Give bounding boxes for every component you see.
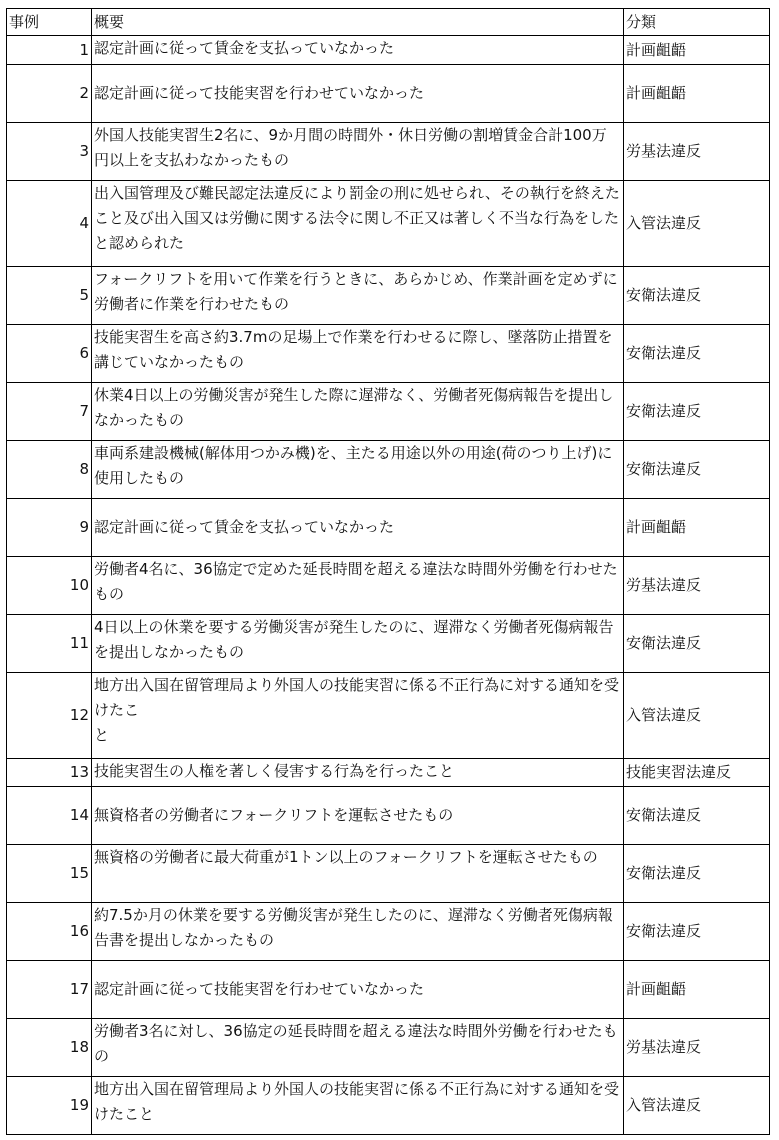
case-number: 6: [7, 325, 92, 383]
header-case: 事例: [7, 9, 92, 36]
case-summary: 認定計画に従って技能実習を行わせていなかった: [92, 65, 624, 123]
case-category: 入管法違反: [624, 673, 770, 759]
table-row: [7, 325, 770, 383]
header-category: 分類: [624, 9, 770, 36]
case-number: 14: [7, 787, 92, 845]
case-summary: 4日以上の休業を要する労働災害が発生したのに、遅滞なく労働者死傷病報告を提出しなかったもの: [92, 615, 624, 673]
case-summary: 労働者3名に対し、36協定の延長時間を超える違法な時間外労働を行わせたもの: [92, 1019, 624, 1077]
case-number: 11: [7, 615, 92, 673]
table-row: [7, 903, 770, 961]
case-summary: 労働者4名に、36協定で定めた延長時間を超える違法な時間外労働を行わせたもの: [92, 557, 624, 615]
table-row: [7, 36, 770, 65]
case-number: 3: [7, 123, 92, 181]
table-row: [7, 65, 770, 123]
case-category: 労基法違反: [624, 123, 770, 181]
case-summary: 休業4日以上の労働災害が発生した際に遅滞なく、労働者死傷病報告を提出しなかったもの: [92, 383, 624, 441]
table-row: [7, 961, 770, 1019]
case-summary: 認定計画に従って賃金を支払っていなかった: [92, 499, 624, 557]
case-summary: 車両系建設機械(解体用つかみ機)を、主たる用途以外の用途(荷のつり上げ)に使用したもの: [92, 441, 624, 499]
table-row: [7, 441, 770, 499]
cases-table: [6, 8, 770, 1135]
case-summary: 技能実習生の人権を著しく侵害する行為を行ったこと: [92, 759, 624, 787]
table-row: [7, 557, 770, 615]
case-category: 安衛法違反: [624, 441, 770, 499]
case-number: 18: [7, 1019, 92, 1077]
table-row: [7, 267, 770, 325]
case-number: 10: [7, 557, 92, 615]
case-category: 労基法違反: [624, 1019, 770, 1077]
case-number: 9: [7, 499, 92, 557]
table-row: [7, 123, 770, 181]
case-category: 安衛法違反: [624, 325, 770, 383]
case-category: 安衛法違反: [624, 845, 770, 903]
table-row: [7, 759, 770, 787]
case-category: 安衛法違反: [624, 787, 770, 845]
case-number: 8: [7, 441, 92, 499]
case-number: 2: [7, 65, 92, 123]
case-number: 12: [7, 673, 92, 759]
case-summary: 地方出入国在留管理局より外国人の技能実習に係る不正行為に対する通知を受けたこ と: [92, 673, 624, 759]
case-number: 17: [7, 961, 92, 1019]
case-category: 技能実習法違反: [624, 759, 770, 787]
case-summary: 外国人技能実習生2名に、9か月間の時間外・休日労働の割増賃金合計100万円以上を支払わなかったもの: [92, 123, 624, 181]
case-summary: 約7.5か月の休業を要する労働災害が発生したのに、遅滞なく労働者死傷病報告書を提出しなかったもの: [92, 903, 624, 961]
case-category: 安衛法違反: [624, 267, 770, 325]
case-number: 15: [7, 845, 92, 903]
case-category: 安衛法違反: [624, 615, 770, 673]
case-number: 5: [7, 267, 92, 325]
case-number: 16: [7, 903, 92, 961]
header-summary: 概要: [92, 9, 624, 36]
case-number: 7: [7, 383, 92, 441]
case-summary: 認定計画に従って賃金を支払っていなかった: [92, 36, 624, 65]
case-number: 1: [7, 36, 92, 65]
case-summary: 地方出入国在留管理局より外国人の技能実習に係る不正行為に対する通知を受けたこと: [92, 1077, 624, 1135]
case-category: 入管法違反: [624, 1077, 770, 1135]
case-category: 計画齟齬: [624, 961, 770, 1019]
table-row: [7, 181, 770, 267]
case-category: 労基法違反: [624, 557, 770, 615]
case-category: 入管法違反: [624, 181, 770, 267]
case-number: 19: [7, 1077, 92, 1135]
header-row: [7, 9, 770, 36]
table-row: [7, 845, 770, 903]
case-category: 計画齟齬: [624, 65, 770, 123]
table-row: [7, 673, 770, 759]
case-summary: 認定計画に従って技能実習を行わせていなかった: [92, 961, 624, 1019]
table-row: [7, 383, 770, 441]
case-number: 13: [7, 759, 92, 787]
case-category: 安衛法違反: [624, 903, 770, 961]
case-number: 4: [7, 181, 92, 267]
case-summary: 無資格者の労働者にフォークリフトを運転させたもの: [92, 787, 624, 845]
case-summary: フォークリフトを用いて作業を行うときに、あらかじめ、作業計画を定めずに労働者に作業を行わせたもの: [92, 267, 624, 325]
table-row: [7, 787, 770, 845]
case-category: 安衛法違反: [624, 383, 770, 441]
case-summary: 無資格の労働者に最大荷重が1トン以上のフォークリフトを運転させたもの: [92, 845, 624, 903]
case-summary: 技能実習生を高さ約3.7mの足場上で作業を行わせるに際し、墜落防止措置を講じていなかったもの: [92, 325, 624, 383]
table-row: [7, 1019, 770, 1077]
case-category: 計画齟齬: [624, 499, 770, 557]
table-row: [7, 615, 770, 673]
table-row: [7, 499, 770, 557]
table-row: [7, 1077, 770, 1135]
case-summary: 出入国管理及び難民認定法違反により罰金の刑に処せられ、その執行を終えたこと及び出入国又は労働に関する法令に関し不正又は著しく不当な行為をしたと認められた: [92, 181, 624, 267]
case-category: 計画齟齬: [624, 36, 770, 65]
